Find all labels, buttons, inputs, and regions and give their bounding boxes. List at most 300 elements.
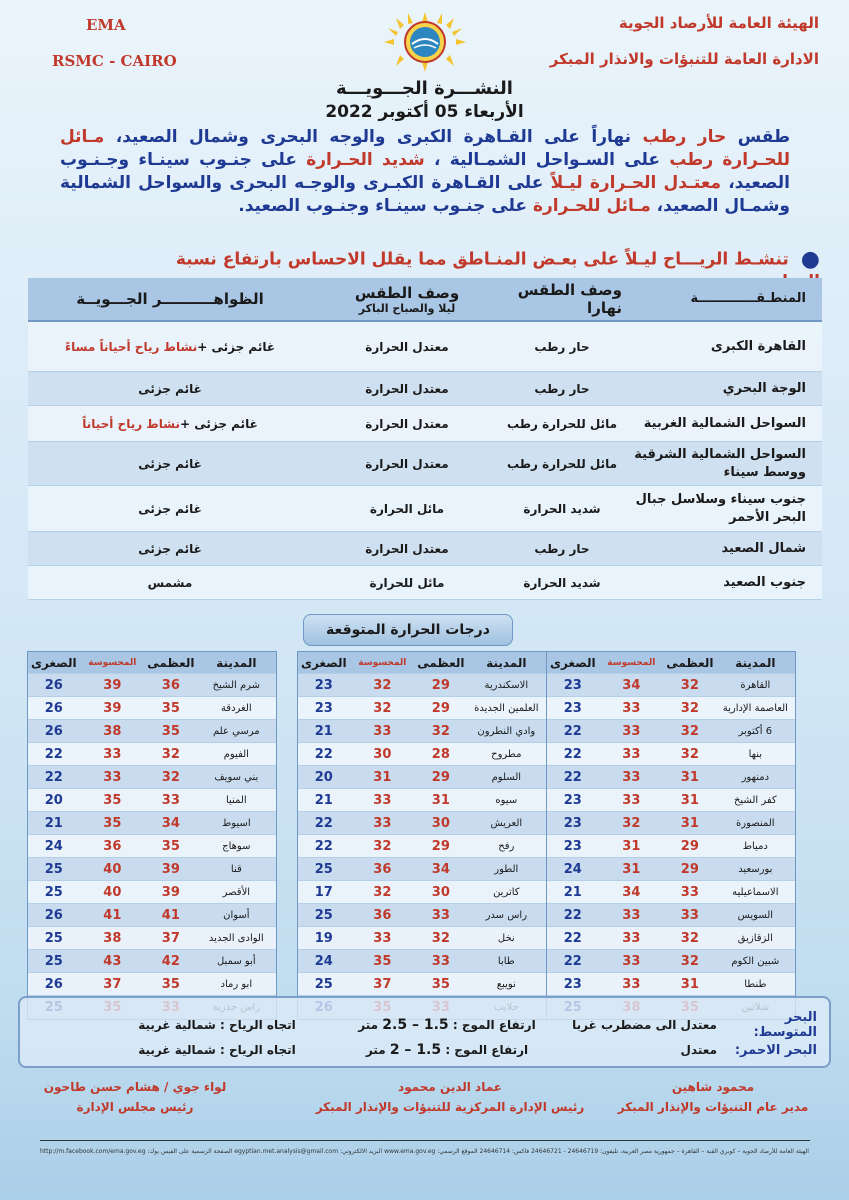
temp-row	[28, 720, 276, 743]
feels-like-temp: 35	[103, 792, 122, 808]
table-row	[28, 442, 822, 486]
max-temp: 31	[680, 769, 699, 785]
max-temp: 42	[161, 953, 180, 969]
temp-row	[28, 674, 276, 697]
max-temp: 35	[161, 838, 180, 854]
temp-row	[298, 835, 546, 858]
temp-header-max: العظمى	[417, 655, 465, 670]
temp-header-feel: المحسوسة	[358, 657, 407, 668]
min-temp: 19	[314, 930, 333, 946]
feels-like-temp: 33	[622, 746, 641, 762]
city-name: وادي النطرون	[477, 725, 536, 737]
day-cell: حار رطب	[534, 541, 590, 556]
table-header	[28, 278, 822, 322]
min-temp: 23	[563, 838, 582, 854]
forecast-summary: طقس حار رطب نهاراً على القـاهرة الكبرى والوجه البحرى وشمال الصعيد، مـائل للحـرارة رطب على السـواحل الشمـالية ، شديد الحـرارة على جنـوب سينـاء وجـنـوب الصعيد، معتـدل الحـرارة ليـلاً على القـاهرة الكبـرى والوجـه البحرى والسواحل الشمالية وشمـال الصعيد، مـائل للحـرارة على جنـوب سينـاء وجنـوب الصعيد.	[60, 127, 790, 216]
min-temp: 22	[563, 953, 582, 969]
temp-row	[298, 881, 546, 904]
temp-row	[547, 743, 795, 766]
phenomena-text: غائم جزئى	[138, 541, 202, 556]
temp-header-feel: المحسوسة	[607, 657, 656, 668]
temp-table-3	[27, 651, 277, 1020]
header-night	[312, 278, 502, 320]
max-temp: 32	[680, 700, 699, 716]
night-cell: مائل الحرارة	[369, 501, 445, 516]
signature-title: رئيس الإدارة المركزية للتنبؤات والإنذار المبكر	[315, 1100, 585, 1114]
max-temp: 32	[680, 930, 699, 946]
temp-row	[28, 812, 276, 835]
temp-row	[547, 812, 795, 835]
min-temp: 25	[314, 976, 333, 992]
city-name: ابو رماد	[220, 978, 253, 990]
temp-header-max: العظمى	[147, 655, 195, 670]
city-name: سيوه	[495, 794, 518, 806]
day-cell: شديد الحرارة	[523, 501, 601, 516]
phenomena-cell	[28, 566, 312, 599]
temp-row	[28, 697, 276, 720]
phenomena-text: غائم جزئى	[138, 501, 202, 516]
min-temp: 26	[44, 907, 63, 923]
sea-med-wave: ارتفاع الموج : 1.5 – 2.5 متر	[358, 1017, 536, 1033]
max-temp: 32	[680, 723, 699, 739]
feels-like-temp: 32	[622, 815, 641, 831]
city-name: بنها	[748, 748, 763, 760]
min-temp: 22	[563, 746, 582, 762]
temp-row	[298, 927, 546, 950]
temp-row	[298, 743, 546, 766]
min-temp: 22	[563, 769, 582, 785]
max-temp: 35	[431, 976, 450, 992]
feels-like-temp: 31	[622, 838, 641, 854]
temp-row	[298, 973, 546, 996]
max-temp: 31	[680, 792, 699, 808]
max-temp: 31	[680, 815, 699, 831]
min-temp: 21	[314, 723, 333, 739]
temp-row	[547, 927, 795, 950]
city-name: اسيوط	[222, 817, 251, 829]
feels-like-temp: 32	[373, 838, 392, 854]
temp-header-city: المدينة	[486, 655, 527, 670]
city-name: شرم الشيخ	[212, 679, 261, 691]
temp-row	[547, 858, 795, 881]
min-temp: 23	[563, 976, 582, 992]
feels-like-temp: 35	[373, 953, 392, 969]
temp-row	[28, 743, 276, 766]
night-cell: معتدل الحرارة	[365, 339, 449, 354]
day-cell: مائل للحرارة رطب	[506, 456, 618, 471]
org-name: الهيئة العامة للأرصاد الجوية	[618, 14, 819, 32]
temp-row	[298, 812, 546, 835]
max-temp: 32	[431, 930, 450, 946]
max-temp: 39	[161, 884, 180, 900]
temp-header-row	[28, 652, 276, 674]
city-name: الطور	[494, 863, 519, 875]
temp-row	[547, 766, 795, 789]
max-temp: 29	[431, 700, 450, 716]
temp-row	[547, 904, 795, 927]
min-temp: 26	[44, 677, 63, 693]
max-temp: 37	[161, 930, 180, 946]
temp-row	[547, 720, 795, 743]
city-name: سوهاج	[222, 840, 251, 852]
min-temp: 24	[44, 838, 63, 854]
phenomena-text: غائم جزئى	[138, 456, 202, 471]
temp-header-min: الصغرى	[30, 655, 77, 670]
temp-row	[28, 881, 276, 904]
temp-table-2	[297, 651, 547, 1020]
city-name: نخل	[497, 932, 515, 944]
sea-red-label: البحر الاحمر:	[734, 1042, 817, 1058]
max-temp: 33	[680, 907, 699, 923]
max-temp: 33	[431, 907, 450, 923]
max-temp: 32	[680, 677, 699, 693]
city-name: العاصمة الإدارية	[722, 702, 788, 714]
feels-like-temp: 33	[373, 792, 392, 808]
min-temp: 23	[563, 815, 582, 831]
max-temp: 32	[431, 723, 450, 739]
min-temp: 22	[314, 838, 333, 854]
phenomena-cell	[28, 322, 312, 371]
signature-name: عماد الدين محمود	[398, 1080, 502, 1094]
min-temp: 21	[44, 815, 63, 831]
temp-row	[547, 835, 795, 858]
max-temp: 29	[680, 861, 699, 877]
feels-like-temp: 34	[622, 884, 641, 900]
feels-like-temp: 30	[373, 746, 392, 762]
city-name: السلوم	[491, 771, 522, 783]
max-temp: 33	[161, 792, 180, 808]
sea-red-row	[27, 1042, 817, 1058]
header-night-label: وصف الطقس	[354, 283, 460, 302]
feels-like-temp: 33	[373, 815, 392, 831]
header-day: وصف الطقس نهارا	[517, 281, 622, 317]
max-temp: 35	[161, 976, 180, 992]
feels-like-temp: 35	[103, 815, 122, 831]
city-name: طابا	[497, 955, 515, 967]
region-cell: جنوب الصعيد	[723, 574, 806, 590]
temp-header-city: المدينة	[735, 655, 776, 670]
city-name: الأقصر	[222, 886, 251, 898]
city-name: مطروح	[491, 748, 522, 760]
temp-header-row	[547, 652, 795, 674]
phenomena-cell	[28, 372, 312, 405]
max-temp: 29	[431, 769, 450, 785]
feels-like-temp: 32	[373, 700, 392, 716]
max-temp: 29	[431, 838, 450, 854]
temp-row	[28, 973, 276, 996]
temp-row	[547, 697, 795, 720]
max-temp: 32	[680, 746, 699, 762]
min-temp: 25	[44, 953, 63, 969]
sea-conditions	[18, 996, 831, 1068]
min-temp: 23	[314, 700, 333, 716]
sea-red-wind: اتجاه الرياح : شمالية غربية	[138, 1043, 296, 1057]
max-temp: 32	[680, 953, 699, 969]
city-name: الاسماعيليه	[732, 886, 779, 898]
feels-like-temp: 32	[373, 677, 392, 693]
max-temp: 31	[680, 976, 699, 992]
max-temp: 34	[431, 861, 450, 877]
min-temp: 23	[563, 792, 582, 808]
city-name: دمياط	[742, 840, 768, 852]
city-name: راس سدر	[485, 909, 528, 921]
feels-like-temp: 33	[622, 953, 641, 969]
temp-header-feel: المحسوسة	[88, 657, 137, 668]
night-cell: معتدل الحرارة	[365, 416, 449, 431]
region-cell: السواحل الشمالية الشرقية ووسط سيناء	[634, 446, 806, 480]
feels-like-temp: 41	[103, 907, 122, 923]
temp-row	[298, 789, 546, 812]
signature-chairman	[20, 1077, 250, 1117]
feels-like-temp: 36	[373, 861, 392, 877]
phenomena-cell	[28, 406, 312, 441]
night-cell: معتدل الحرارة	[365, 456, 449, 471]
city-name: مرسي علم	[212, 725, 260, 737]
feels-like-temp: 37	[103, 976, 122, 992]
min-temp: 21	[314, 792, 333, 808]
bullet-icon: ●	[800, 247, 820, 272]
temp-row	[28, 950, 276, 973]
max-temp: 35	[161, 723, 180, 739]
max-temp: 35	[161, 700, 180, 716]
max-temp: 33	[680, 884, 699, 900]
region-cell: شمال الصعيد	[721, 540, 806, 556]
signature-name: محمود شاهين	[671, 1080, 755, 1094]
max-temp: 34	[161, 815, 180, 831]
signature-title: رئيس مجلس الإدارة	[76, 1100, 194, 1114]
max-temp: 30	[431, 815, 450, 831]
city-name: كاترين	[493, 886, 520, 898]
sea-med-row	[27, 1010, 817, 1040]
feels-like-temp: 43	[103, 953, 122, 969]
wind-note: ●تنشـط الريـــاح ليـلاً على بعـض المنـاطق مما يقلل الاحساس بارتفاع نسبة	[175, 247, 820, 272]
max-temp: 36	[161, 677, 180, 693]
header-phenomena: الظواهــــــــــر الجـــويــة	[76, 290, 264, 308]
temp-row	[298, 858, 546, 881]
min-temp: 25	[44, 861, 63, 877]
table-row	[28, 322, 822, 372]
phenomena-cell	[28, 442, 312, 485]
signature-name: لواء جوي / هشام حسن طاحون	[43, 1080, 227, 1094]
feels-like-temp: 33	[622, 723, 641, 739]
temp-row	[298, 766, 546, 789]
temp-row	[547, 973, 795, 996]
feels-like-temp: 32	[373, 884, 392, 900]
min-temp: 17	[314, 884, 333, 900]
day-cell: حار رطب	[534, 339, 590, 354]
min-temp: 23	[314, 677, 333, 693]
temp-table-1	[546, 651, 796, 1020]
city-name: طنطا	[744, 978, 767, 990]
max-temp: 29	[680, 838, 699, 854]
city-name: أبو سمبل	[216, 955, 256, 967]
header-night-sub: ليلا والصباح الباكر	[358, 301, 456, 315]
feels-like-temp: 36	[103, 838, 122, 854]
city-name: بورسعيد	[738, 863, 773, 875]
phenomena-alert: نشاط رياح أحياناً	[82, 416, 180, 431]
min-temp: 25	[44, 884, 63, 900]
city-name: رفح	[498, 840, 515, 852]
night-cell: مائل للحرارة	[369, 575, 445, 590]
city-name: دمنهور	[741, 771, 770, 783]
day-cell: مائل للحرارة رطب	[506, 416, 618, 431]
min-temp: 21	[563, 884, 582, 900]
feels-like-temp: 38	[103, 723, 122, 739]
region-cell: الوجة البحري	[722, 380, 806, 396]
city-name: العلمين الجديدة	[474, 702, 539, 714]
table-row	[28, 486, 822, 532]
day-cell: حار رطب	[534, 381, 590, 396]
feels-like-temp: 34	[622, 677, 641, 693]
temp-header-row	[298, 652, 546, 674]
max-temp: 39	[161, 861, 180, 877]
temp-row	[298, 904, 546, 927]
signature-title: مدير عام التنبؤات والإنذار المبكر	[617, 1100, 809, 1114]
min-temp: 26	[44, 976, 63, 992]
phenomena-text: غائم جزئى +	[197, 339, 276, 354]
feels-like-temp: 33	[373, 723, 392, 739]
min-temp: 25	[314, 861, 333, 877]
feels-like-temp: 33	[622, 930, 641, 946]
min-temp: 22	[44, 746, 63, 762]
feels-like-temp: 33	[103, 769, 122, 785]
city-name: بني سويف	[214, 771, 259, 783]
city-name: كفر الشيخ	[733, 794, 777, 806]
phenomena-cell	[28, 486, 312, 531]
bulletin-date: الأربعاء 05 أكتوبر 2022	[325, 102, 524, 122]
min-temp: 23	[563, 700, 582, 716]
city-name: المنصورة	[736, 817, 775, 829]
org-department: الادارة العامة للتنبؤات والانذار المبكر	[549, 50, 819, 68]
temp-row	[298, 950, 546, 973]
temp-header-min: الصغرى	[300, 655, 347, 670]
sea-med-wind: اتجاه الرياح : شمالية غربية	[138, 1018, 296, 1032]
max-temp: 41	[161, 907, 180, 923]
min-temp: 25	[314, 907, 333, 923]
min-temp: 25	[44, 930, 63, 946]
feels-like-temp: 40	[103, 861, 122, 877]
max-temp: 31	[431, 792, 450, 808]
city-name: السويس	[737, 909, 774, 921]
feels-like-temp: 33	[622, 700, 641, 716]
feels-like-temp: 39	[103, 677, 122, 693]
city-name: 6 أكتوبر	[738, 725, 773, 737]
max-temp: 30	[431, 884, 450, 900]
day-cell: شديد الحرارة	[523, 575, 601, 590]
feels-like-temp: 33	[622, 792, 641, 808]
min-temp: 22	[314, 815, 333, 831]
city-name: الفيوم	[223, 748, 249, 760]
feels-like-temp: 36	[373, 907, 392, 923]
city-name: المنيا	[225, 794, 247, 806]
feels-like-temp: 33	[622, 907, 641, 923]
max-temp: 32	[161, 746, 180, 762]
temp-row	[28, 904, 276, 927]
ema-label: EMA	[86, 16, 126, 34]
temp-row	[28, 858, 276, 881]
max-temp: 33	[431, 953, 450, 969]
min-temp: 26	[44, 700, 63, 716]
city-name: قنا	[230, 863, 242, 875]
rsmc-label: RSMC - CAIRO	[52, 52, 177, 70]
feels-like-temp: 31	[622, 861, 641, 877]
feels-like-temp: 33	[373, 930, 392, 946]
feels-like-temp: 33	[103, 746, 122, 762]
sea-red-state: معتدل	[680, 1043, 717, 1057]
night-cell: معتدل الحرارة	[365, 541, 449, 556]
min-temp: 22	[563, 930, 582, 946]
min-temp: 24	[314, 953, 333, 969]
feels-like-temp: 38	[103, 930, 122, 946]
table-row	[28, 372, 822, 406]
temp-row	[28, 927, 276, 950]
feels-like-temp: 33	[622, 976, 641, 992]
region-cell: جنوب سيناء وسلاسل جبال البحر الأحمر	[635, 491, 806, 525]
phenomena-text: غائم جزئى +	[180, 416, 258, 431]
region-cell: السواحل الشمالية الغربية	[643, 415, 806, 431]
temp-header-city: المدينة	[216, 655, 257, 670]
temp-row	[547, 950, 795, 973]
city-name: نويبع	[496, 978, 516, 990]
sea-red-wave: ارتفاع الموج : 1.5 – 2 متر	[365, 1042, 529, 1058]
min-temp: 22	[563, 723, 582, 739]
min-temp: 26	[44, 723, 63, 739]
temps-title: درجات الحرارة المتوقعة	[303, 614, 513, 646]
temp-row	[298, 697, 546, 720]
footer-divider	[40, 1140, 810, 1141]
max-temp: 29	[431, 677, 450, 693]
min-temp: 22	[314, 746, 333, 762]
signature-central-head	[310, 1077, 590, 1117]
header-region: المنطـقـــــــــــــة	[690, 291, 806, 306]
city-name: الزقازيق	[737, 932, 773, 944]
temp-row	[547, 789, 795, 812]
temp-header-min: الصغرى	[549, 655, 596, 670]
footer-contact: الهيئة العامة للأرصاد الجوية – كوبري القبة – القاهرة – جمهورية مصر العربية، تليفون: 24646719 - 24646721 فاكس: 24646714 الموقع الرسمي: www.ema.gov.eg البريد الالكتروني: egyptian.met.analysis@gmail.com الصفحة الرسمية على الفيس بوك: http://m.facebook.com/ema.gov.eg	[40, 1148, 809, 1155]
city-name: شبين الكوم	[731, 955, 780, 967]
temp-row	[298, 720, 546, 743]
min-temp: 22	[563, 907, 582, 923]
min-temp: 22	[44, 769, 63, 785]
phenomena-alert: نشاط رياح أحياناً مساءً	[64, 339, 198, 354]
table-row	[28, 406, 822, 442]
night-cell: معتدل الحرارة	[365, 381, 449, 396]
region-cell: القاهرة الكبرى	[710, 338, 806, 354]
min-temp: 24	[563, 861, 582, 877]
feels-like-temp: 31	[373, 769, 392, 785]
feels-like-temp: 33	[622, 769, 641, 785]
temp-row	[28, 835, 276, 858]
temp-header-max: العظمى	[666, 655, 714, 670]
min-temp: 20	[44, 792, 63, 808]
sea-med-state: معتدل الى مضطرب غربا	[572, 1018, 717, 1032]
feels-like-temp: 39	[103, 700, 122, 716]
weather-table	[28, 278, 822, 600]
temp-row	[298, 674, 546, 697]
bulletin-title: النشـــرة الجـــويـــة	[336, 78, 513, 99]
signature-director	[598, 1077, 828, 1117]
min-temp: 20	[314, 769, 333, 785]
phenomena-cell	[28, 532, 312, 565]
min-temp: 23	[563, 677, 582, 693]
city-name: الوادى الجديد	[208, 932, 264, 944]
max-temp: 28	[431, 746, 450, 762]
phenomena-text: مشمس	[147, 575, 193, 590]
phenomena-text: غائم جزئى	[138, 381, 202, 396]
feels-like-temp: 40	[103, 884, 122, 900]
table-row	[28, 566, 822, 600]
temp-row	[547, 674, 795, 697]
